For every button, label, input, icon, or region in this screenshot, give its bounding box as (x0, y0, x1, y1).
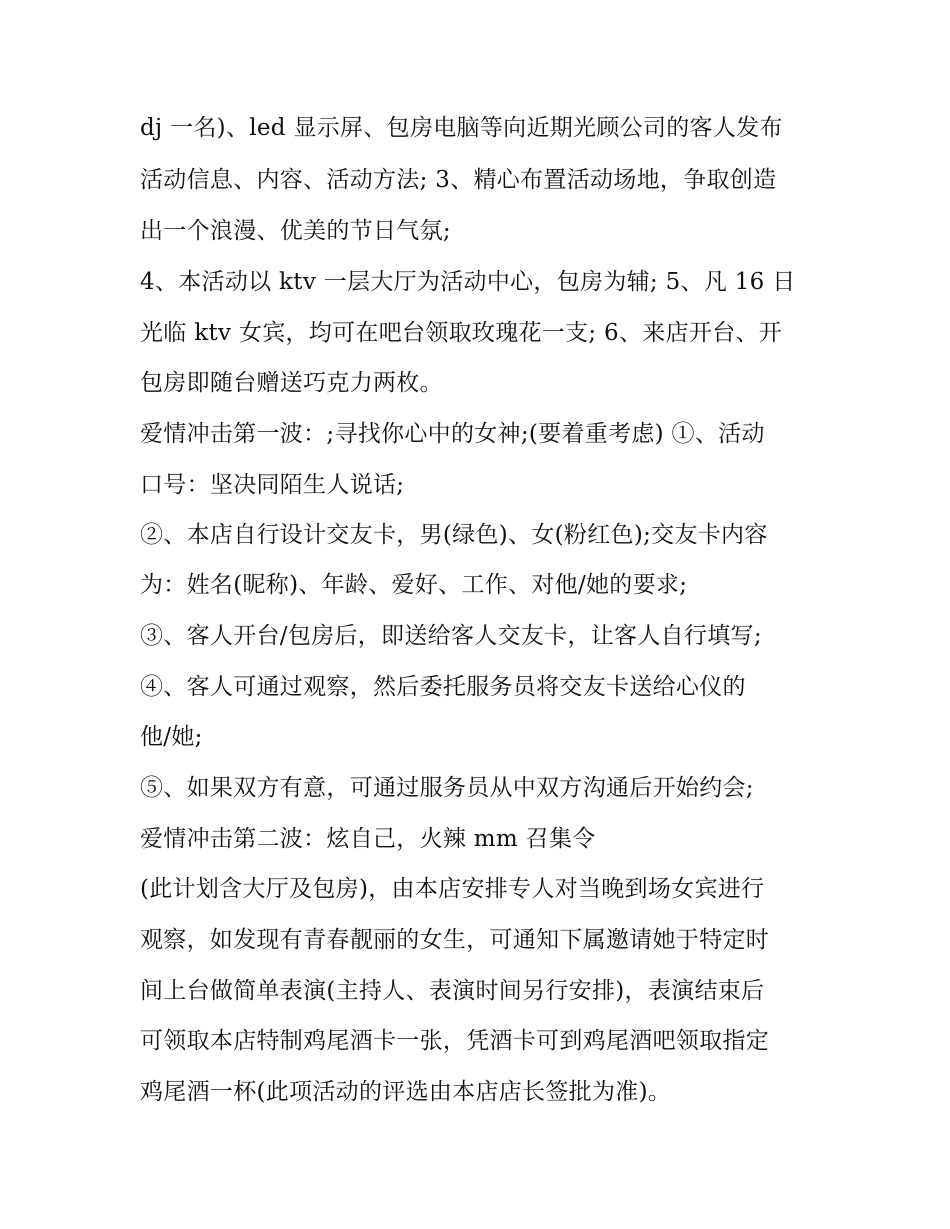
text-line: 活动信息、内容、活动方法; 3、精心布置活动场地，争取创造 (140, 167, 777, 193)
text-line: 观察，如发现有青春靓丽的女生，可通知下属邀请她于特定时 (140, 927, 770, 953)
text-line: 可领取本店特制鸡尾酒卡一张，凭酒卡可到鸡尾酒吧领取指定 (140, 1028, 770, 1054)
text-line: 他/她; (140, 724, 203, 750)
text-line: ③、客人开台/包房后，即送给客人交友卡，让客人自行填写; (140, 623, 762, 649)
text-line: dj 一名)、led 显示屏、包房电脑等向近期光顾公司的客人发布 (140, 115, 783, 141)
text-line: 口号：坚决同陌生人说话; (140, 472, 405, 498)
text-line: 4、本活动以 ktv 一层大厅为活动中心，包房为辅; 5、凡 16 日 (140, 269, 796, 295)
text-line: 爱情冲击第一波：;寻找你心中的女神;(要着重考虑) ①、活动 (140, 421, 765, 447)
text-line: ④、客人可通过观察，然后委托服务员将交友卡送给心仪的 (140, 674, 746, 700)
text-line: 光临 ktv 女宾，均可在吧台领取玫瑰花一支; 6、来店开台、开 (140, 320, 783, 346)
text-line: 包房即随台赠送巧克力两枚。 (140, 370, 443, 396)
text-line: (此计划含大厅及包房)，由本店安排专人对当晚到场女宾进行 (140, 876, 765, 902)
text-line: ⑤、如果双方有意，可通过服务员从中双方沟通后开始约会; (140, 775, 754, 801)
text-line: ②、本店自行设计交友卡，男(绿色)、女(粉红色);交友卡内容 (140, 522, 768, 548)
text-line: 鸡尾酒一杯(此项活动的评选由本店店长签批为准)。 (140, 1079, 672, 1105)
text-line: 爱情冲击第二波：炫自己，火辣 mm 召集令 (140, 826, 596, 852)
text-line: 出一个浪漫、优美的节日气氛; (140, 218, 451, 244)
text-line: 为：姓名(昵称)、年龄、爱好、工作、对他/她的要求; (140, 572, 688, 598)
text-line: 间上台做简单表演(主持人、表演时间另行安排)，表演结束后 (140, 978, 765, 1004)
